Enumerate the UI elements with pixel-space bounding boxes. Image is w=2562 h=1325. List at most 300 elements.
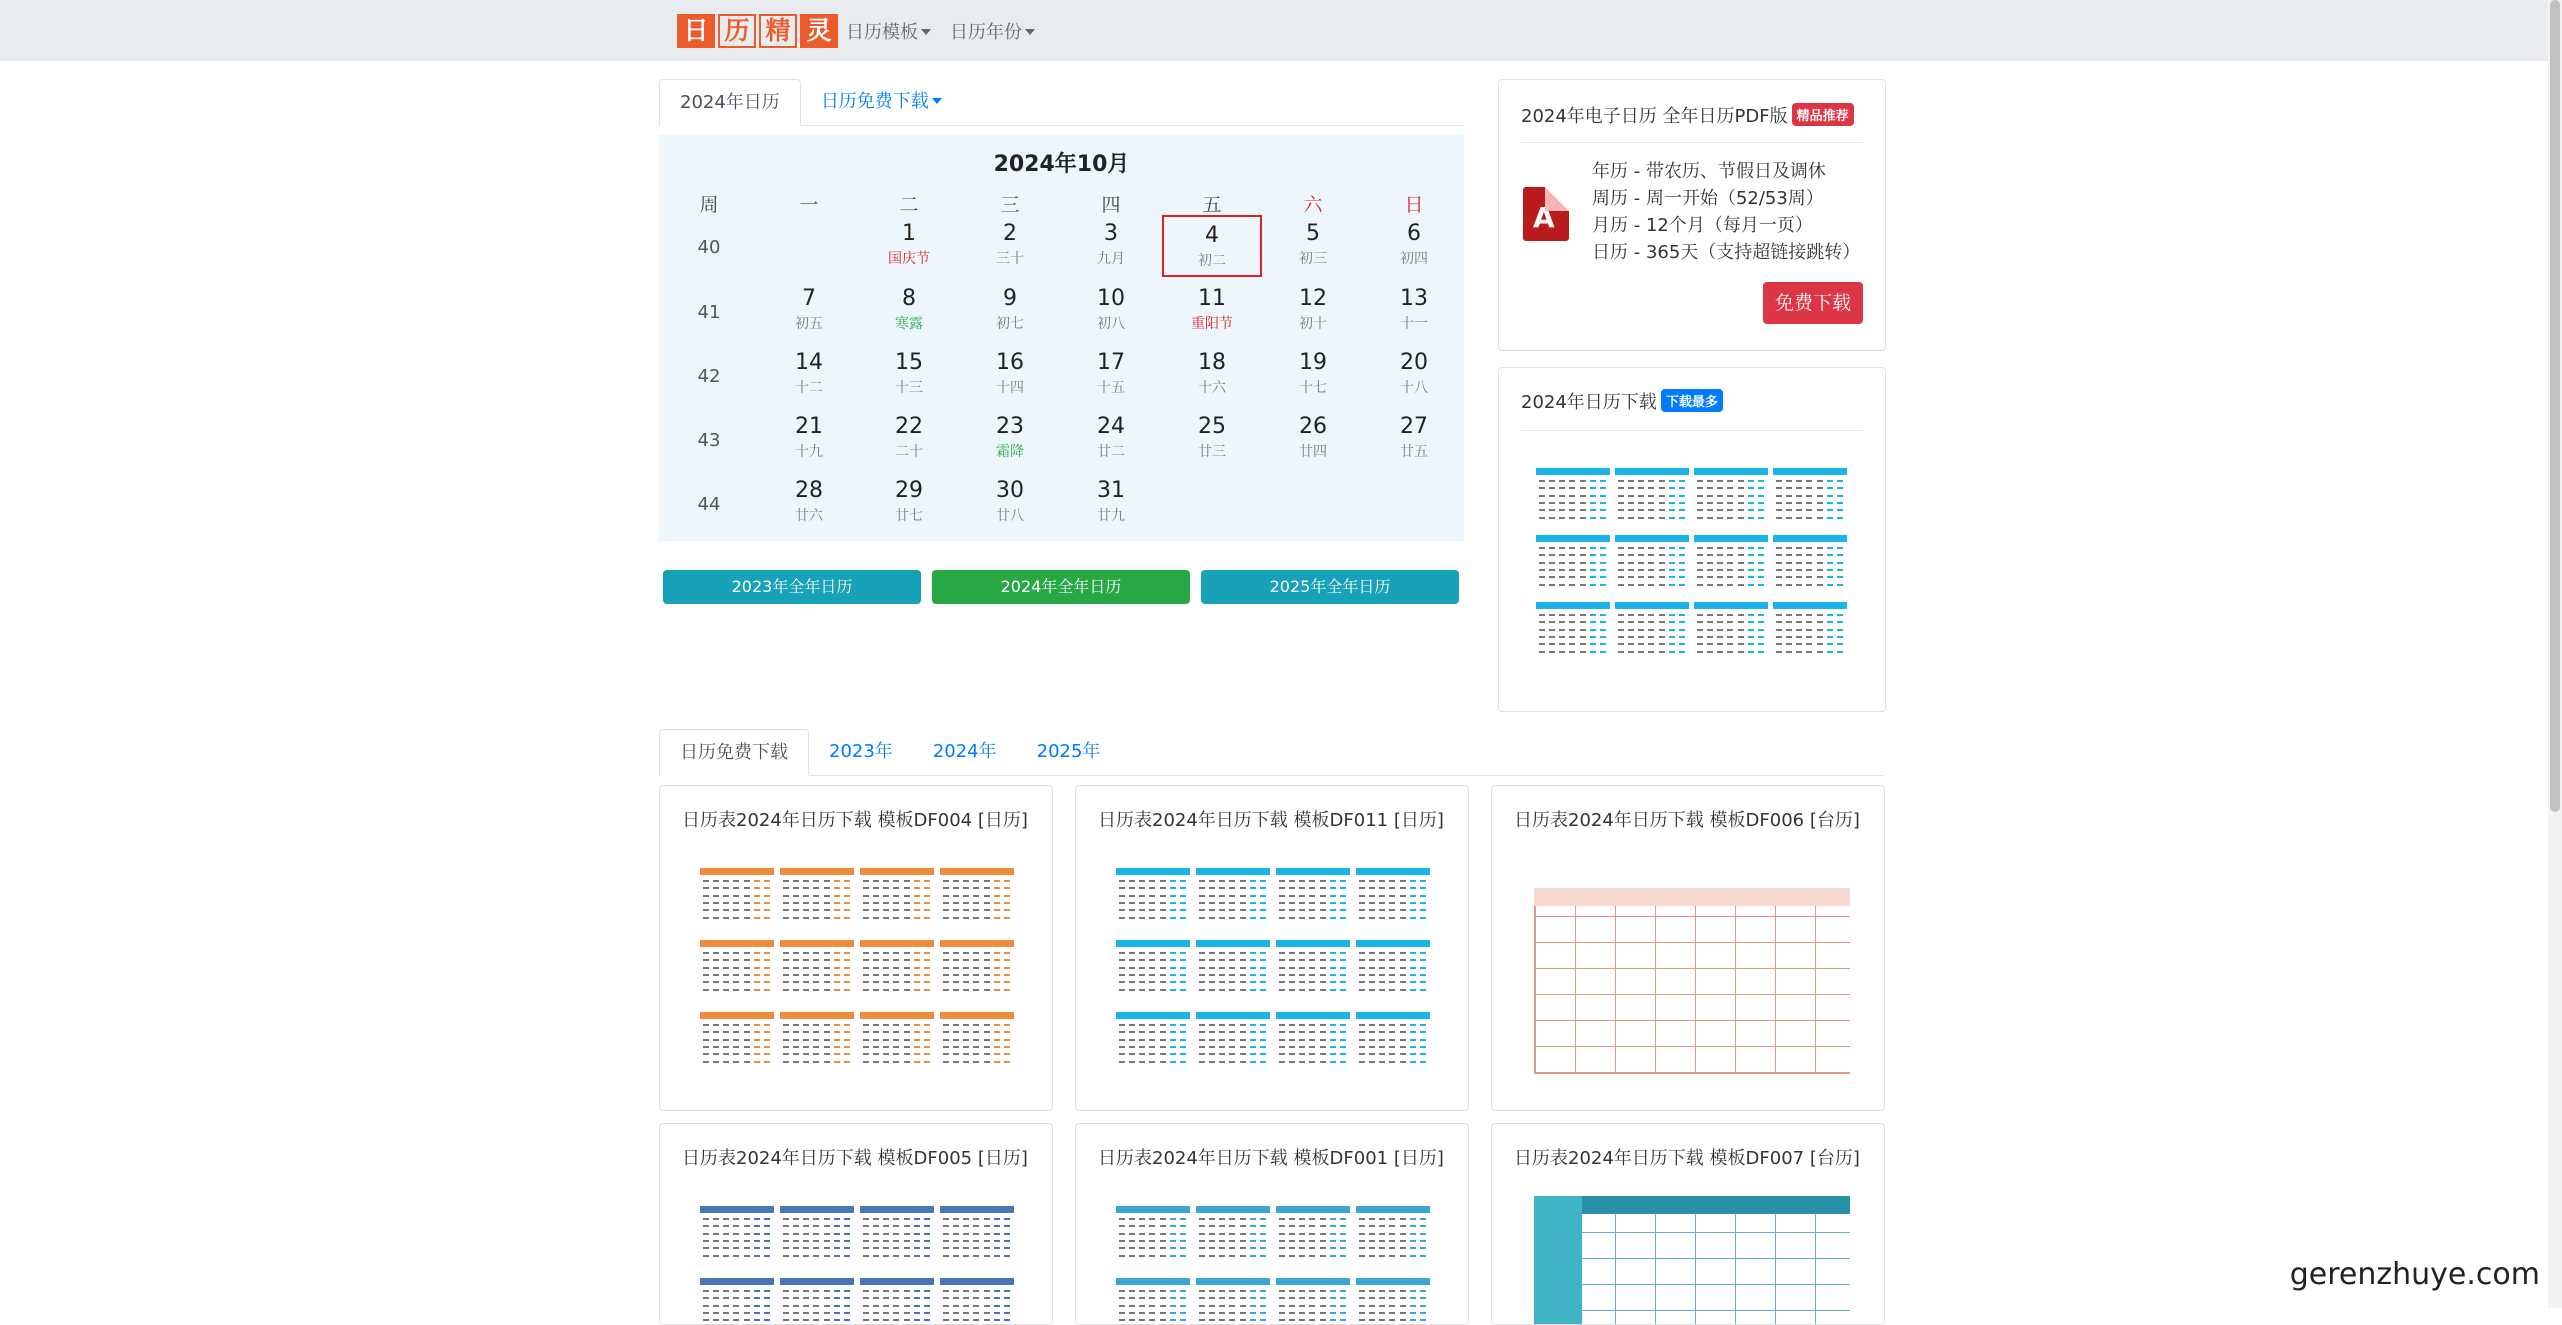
mini-day-mark bbox=[1289, 1240, 1295, 1242]
mini-day-mark bbox=[904, 1031, 910, 1033]
calendar-day[interactable] bbox=[1061, 344, 1161, 406]
mini-month-thumbnail bbox=[1356, 1012, 1430, 1070]
mini-day-mark bbox=[1549, 547, 1555, 549]
mini-day-mark bbox=[1697, 554, 1703, 556]
mini-month-thumbnail bbox=[1276, 1206, 1350, 1264]
calendar-day[interactable] bbox=[1364, 215, 1464, 277]
mini-day-mark bbox=[1279, 895, 1285, 897]
mini-day-mark bbox=[1758, 517, 1764, 519]
mini-day-mark bbox=[1648, 636, 1654, 638]
template-card[interactable] bbox=[659, 785, 1053, 1111]
mini-day-mark bbox=[1209, 974, 1215, 976]
mini-day-mark bbox=[1796, 562, 1802, 564]
mini-day-mark bbox=[1748, 629, 1754, 631]
mini-day-mark bbox=[1786, 562, 1792, 564]
mini-day-mark bbox=[963, 981, 969, 983]
tab-2023[interactable] bbox=[809, 729, 913, 774]
mini-day-mark bbox=[1340, 1053, 1346, 1055]
template-card[interactable] bbox=[1491, 785, 1885, 1111]
mini-day-mark bbox=[1340, 1312, 1346, 1314]
mini-day-mark bbox=[1170, 1290, 1176, 1292]
mini-day-mark bbox=[953, 895, 959, 897]
mini-day-mark bbox=[1369, 1297, 1375, 1299]
mini-day-mark bbox=[1299, 1255, 1305, 1257]
mini-day-mark bbox=[1209, 909, 1215, 911]
mini-day-mark bbox=[1590, 517, 1596, 519]
mini-day-mark bbox=[713, 974, 719, 976]
mini-day-mark bbox=[1369, 895, 1375, 897]
mini-day-mark bbox=[914, 1024, 920, 1026]
mini-day-mark bbox=[1539, 554, 1545, 556]
mini-day-mark bbox=[1260, 959, 1266, 961]
mini-day-mark bbox=[744, 1053, 750, 1055]
mini-day-mark bbox=[1727, 562, 1733, 564]
template-card[interactable] bbox=[1075, 1123, 1469, 1325]
mini-day-mark bbox=[994, 989, 1000, 991]
mini-day-mark bbox=[873, 1053, 879, 1055]
calendar-day[interactable] bbox=[759, 280, 859, 342]
calendar-day[interactable] bbox=[1364, 280, 1464, 342]
mini-day-mark bbox=[1539, 614, 1545, 616]
mini-day-mark bbox=[713, 952, 719, 954]
mini-day-mark bbox=[1400, 1024, 1406, 1026]
template-title[interactable]: 日历表2024年日历下载 模板DF004 [日历] bbox=[682, 810, 1028, 831]
mini-day-mark bbox=[1320, 959, 1326, 961]
mini-day-mark bbox=[1618, 643, 1624, 645]
mini-day-mark bbox=[893, 1319, 899, 1321]
mini-day-mark bbox=[1289, 1297, 1295, 1299]
mini-day-mark bbox=[1776, 636, 1782, 638]
lunar-date: 国庆节 bbox=[888, 251, 930, 267]
calendar-day[interactable] bbox=[960, 280, 1060, 342]
mini-day-mark bbox=[1279, 1312, 1285, 1314]
mini-day-mark bbox=[1659, 554, 1665, 556]
mini-day-mark bbox=[953, 1319, 959, 1321]
template-title[interactable]: 日历表2024年日历下载 模板DF007 [台历] bbox=[1514, 1148, 1860, 1169]
tab-2024-calendar[interactable] bbox=[659, 79, 801, 126]
mini-day-mark bbox=[1786, 584, 1792, 586]
mini-day-mark bbox=[1180, 1053, 1186, 1055]
mini-day-mark bbox=[1806, 502, 1812, 504]
mini-day-mark bbox=[904, 1218, 910, 1220]
mini-day-mark bbox=[893, 981, 899, 983]
mini-day-mark bbox=[723, 989, 729, 991]
mini-day-mark bbox=[863, 1233, 869, 1235]
mini-day-mark bbox=[1776, 480, 1782, 482]
scrollbar-thumb[interactable] bbox=[2550, 0, 2560, 812]
site-logo[interactable] bbox=[677, 14, 838, 48]
calendar-day[interactable] bbox=[1061, 408, 1161, 470]
mini-day-mark bbox=[1330, 1312, 1336, 1314]
mini-day-mark bbox=[1180, 895, 1186, 897]
mini-day-mark bbox=[783, 1046, 789, 1048]
calendar-day[interactable] bbox=[1263, 408, 1363, 470]
template-preview-image[interactable] bbox=[696, 1190, 1018, 1324]
mini-day-mark bbox=[953, 1233, 959, 1235]
mini-day-mark bbox=[1229, 981, 1235, 983]
mini-day-mark bbox=[1004, 1240, 1010, 1242]
mini-day-mark bbox=[1600, 643, 1606, 645]
tab-free-download-list[interactable] bbox=[659, 729, 809, 776]
mini-day-mark bbox=[1139, 1312, 1145, 1314]
mini-day-mark bbox=[813, 989, 819, 991]
mini-day-mark bbox=[703, 989, 709, 991]
template-preview-image[interactable] bbox=[1528, 1190, 1850, 1324]
mini-day-mark bbox=[733, 981, 739, 983]
mini-day-mark bbox=[1219, 1061, 1225, 1063]
calendar-day[interactable] bbox=[960, 408, 1060, 470]
lunar-date: 十八 bbox=[1400, 380, 1428, 396]
calendar-day[interactable] bbox=[1061, 472, 1161, 534]
mini-day-mark bbox=[1659, 569, 1665, 571]
mini-day-mark bbox=[1580, 487, 1586, 489]
mini-day-mark bbox=[1260, 952, 1266, 954]
mini-day-mark bbox=[984, 959, 990, 961]
mini-day-mark bbox=[1727, 495, 1733, 497]
mini-day-mark bbox=[1618, 509, 1624, 511]
mini-day-mark bbox=[1796, 480, 1802, 482]
mini-day-mark bbox=[1160, 1240, 1166, 1242]
mini-day-mark bbox=[1170, 880, 1176, 882]
mini-day-mark bbox=[1648, 480, 1654, 482]
mini-day-mark bbox=[1389, 981, 1395, 983]
month-header-bar bbox=[1694, 468, 1768, 475]
mini-day-mark bbox=[1580, 651, 1586, 653]
mini-day-mark bbox=[1580, 614, 1586, 616]
lunar-date: 九月 bbox=[1097, 251, 1125, 267]
mini-day-mark bbox=[1410, 1053, 1416, 1055]
mini-day-mark bbox=[1590, 554, 1596, 556]
calendar-day[interactable] bbox=[859, 472, 959, 534]
template-preview-image[interactable] bbox=[1112, 1190, 1434, 1324]
template-title[interactable]: 日历表2024年日历下载 模板DF001 [日历] bbox=[1098, 1148, 1444, 1169]
month-header-bar bbox=[1196, 940, 1270, 947]
mini-day-mark bbox=[984, 1319, 990, 1321]
calendar-day[interactable] bbox=[1162, 344, 1262, 406]
mini-day-mark bbox=[973, 981, 979, 983]
calendar-day-today[interactable] bbox=[1162, 215, 1262, 277]
mini-day-mark bbox=[733, 1039, 739, 1041]
calendar-day[interactable] bbox=[859, 344, 959, 406]
mini-day-mark bbox=[1139, 1297, 1145, 1299]
calendar-day[interactable] bbox=[1364, 408, 1464, 470]
calendar-day[interactable] bbox=[1263, 344, 1363, 406]
download-card-title-text: 2024年日历下载 bbox=[1521, 392, 1657, 413]
year-2023-button[interactable]: 2023年全年日历 bbox=[663, 570, 921, 604]
year-2025-button[interactable]: 2025年全年日历 bbox=[1201, 570, 1459, 604]
calendar-day[interactable] bbox=[859, 408, 959, 470]
mini-day-mark bbox=[1180, 1218, 1186, 1220]
mini-day-mark bbox=[1369, 1046, 1375, 1048]
mini-day-mark bbox=[943, 952, 949, 954]
mini-day-mark bbox=[1697, 562, 1703, 564]
page-scrollbar[interactable] bbox=[2548, 0, 2562, 1308]
mini-day-mark bbox=[1170, 1297, 1176, 1299]
mini-day-mark bbox=[1827, 487, 1833, 489]
template-preview-image[interactable] bbox=[1528, 852, 1850, 1078]
mini-day-mark bbox=[1119, 1233, 1125, 1235]
mini-day-mark bbox=[1379, 1218, 1385, 1220]
mini-day-mark bbox=[873, 1290, 879, 1292]
mini-day-mark bbox=[1410, 887, 1416, 889]
template-card[interactable] bbox=[659, 1123, 1053, 1325]
mini-day-mark bbox=[1199, 1240, 1205, 1242]
mini-day-mark bbox=[1549, 502, 1555, 504]
tab-2024[interactable] bbox=[913, 729, 1017, 774]
mini-day-mark bbox=[1149, 989, 1155, 991]
mini-day-mark bbox=[953, 887, 959, 889]
mini-day-mark bbox=[1149, 974, 1155, 976]
mini-day-mark bbox=[1119, 952, 1125, 954]
mini-day-mark bbox=[1309, 959, 1315, 961]
tab-free-download[interactable] bbox=[801, 79, 962, 124]
calendar-day[interactable] bbox=[960, 344, 1060, 406]
mini-day-mark bbox=[883, 909, 889, 911]
mini-day-mark bbox=[1400, 1255, 1406, 1257]
calendar-day[interactable] bbox=[1162, 408, 1262, 470]
mini-day-mark bbox=[863, 981, 869, 983]
mini-day-mark bbox=[803, 974, 809, 976]
calendar-day[interactable] bbox=[1061, 280, 1161, 342]
mini-day-mark bbox=[1229, 1240, 1235, 1242]
mini-day-mark bbox=[943, 1255, 949, 1257]
mini-day-mark bbox=[834, 1319, 840, 1321]
mini-day-mark bbox=[1806, 509, 1812, 511]
mini-day-mark bbox=[744, 1046, 750, 1048]
mini-day-mark bbox=[1250, 1061, 1256, 1063]
mini-day-mark bbox=[1707, 643, 1713, 645]
mini-day-mark bbox=[1827, 554, 1833, 556]
mini-day-mark bbox=[1410, 1218, 1416, 1220]
calendar-preview-image[interactable] bbox=[1536, 458, 1850, 674]
mini-day-mark bbox=[1369, 887, 1375, 889]
mini-day-mark bbox=[873, 1255, 879, 1257]
mini-day-mark bbox=[1240, 989, 1246, 991]
mini-day-mark bbox=[1539, 502, 1545, 504]
mini-day-mark bbox=[963, 1290, 969, 1292]
month-header-bar bbox=[780, 1278, 854, 1285]
mini-day-mark bbox=[1149, 952, 1155, 954]
template-title[interactable]: 日历表2024年日历下载 模板DF005 [日历] bbox=[682, 1148, 1028, 1169]
nav-menu-years[interactable] bbox=[950, 18, 1035, 44]
mini-day-mark bbox=[1369, 1305, 1375, 1307]
download-card-title bbox=[1521, 388, 1723, 414]
calendar-day[interactable] bbox=[859, 280, 959, 342]
mini-day-mark bbox=[1004, 1233, 1010, 1235]
mini-day-mark bbox=[754, 1233, 760, 1235]
calendar-day[interactable] bbox=[759, 472, 859, 534]
mini-day-mark bbox=[1697, 502, 1703, 504]
mini-day-mark bbox=[1559, 636, 1565, 638]
mini-day-mark bbox=[1250, 1046, 1256, 1048]
mini-day-mark bbox=[1389, 1053, 1395, 1055]
mini-day-mark bbox=[963, 1255, 969, 1257]
mini-day-mark bbox=[793, 959, 799, 961]
mini-day-mark bbox=[883, 981, 889, 983]
mini-day-mark bbox=[1199, 917, 1205, 919]
week-number: 40 bbox=[697, 237, 721, 258]
mini-day-mark bbox=[1004, 917, 1010, 919]
mini-day-mark bbox=[943, 1061, 949, 1063]
calendar-day[interactable] bbox=[1364, 344, 1464, 406]
mini-day-mark bbox=[824, 1039, 830, 1041]
free-download-button[interactable]: 免费下载 bbox=[1763, 282, 1863, 324]
mini-day-mark bbox=[863, 1290, 869, 1292]
mini-day-mark bbox=[1320, 887, 1326, 889]
mini-day-mark bbox=[984, 1225, 990, 1227]
mini-day-mark bbox=[953, 952, 959, 954]
mini-day-mark bbox=[873, 1319, 879, 1321]
calendar-day[interactable] bbox=[759, 344, 859, 406]
mini-day-mark bbox=[1149, 887, 1155, 889]
template-preview-image[interactable] bbox=[696, 852, 1018, 1078]
pdf-card-title bbox=[1521, 102, 1854, 128]
mini-day-mark bbox=[1219, 1024, 1225, 1026]
nav-menu-templates[interactable] bbox=[846, 18, 931, 44]
mini-day-mark bbox=[1180, 1247, 1186, 1249]
mini-day-mark bbox=[1717, 495, 1723, 497]
mini-day-mark bbox=[733, 895, 739, 897]
mini-day-mark bbox=[1299, 917, 1305, 919]
mini-day-mark bbox=[1149, 917, 1155, 919]
mini-day-mark bbox=[1129, 952, 1135, 954]
mini-day-mark bbox=[1180, 1255, 1186, 1257]
mini-day-mark bbox=[713, 1312, 719, 1314]
mini-day-mark bbox=[1648, 621, 1654, 623]
mini-day-mark bbox=[1748, 569, 1754, 571]
mini-day-mark bbox=[803, 1240, 809, 1242]
mini-day-mark bbox=[904, 1290, 910, 1292]
mini-day-mark bbox=[943, 959, 949, 961]
mini-day-mark bbox=[1618, 629, 1624, 631]
mini-day-mark bbox=[813, 1024, 819, 1026]
calendar-day[interactable] bbox=[1263, 280, 1363, 342]
calendar-day[interactable] bbox=[1162, 280, 1262, 342]
mini-day-mark bbox=[1400, 917, 1406, 919]
mini-month-thumbnail bbox=[1694, 535, 1768, 593]
watermark-text: gerenzhuye.com bbox=[2289, 1257, 2540, 1292]
day-number: 23 bbox=[996, 414, 1024, 439]
mini-day-mark bbox=[1119, 1053, 1125, 1055]
mini-day-mark bbox=[1180, 1225, 1186, 1227]
template-preview-image[interactable] bbox=[1112, 852, 1434, 1078]
mini-day-mark bbox=[1004, 1247, 1010, 1249]
calendar-day[interactable] bbox=[960, 472, 1060, 534]
mini-day-mark bbox=[1806, 487, 1812, 489]
mini-day-mark bbox=[1359, 974, 1365, 976]
mini-day-mark bbox=[1229, 1061, 1235, 1063]
mini-day-mark bbox=[1369, 1024, 1375, 1026]
mini-day-mark bbox=[1309, 1312, 1315, 1314]
mini-day-mark bbox=[744, 1297, 750, 1299]
mini-day-mark bbox=[1229, 967, 1235, 969]
mini-day-mark bbox=[1289, 974, 1295, 976]
mini-day-mark bbox=[1539, 651, 1545, 653]
mini-day-mark bbox=[1786, 576, 1792, 578]
mini-day-mark bbox=[1170, 959, 1176, 961]
mini-day-mark bbox=[1837, 614, 1843, 616]
mini-day-mark bbox=[1369, 967, 1375, 969]
calendar-day[interactable] bbox=[859, 215, 959, 277]
mini-day-mark bbox=[1410, 981, 1416, 983]
mini-day-mark bbox=[1369, 909, 1375, 911]
mini-day-mark bbox=[1580, 509, 1586, 511]
template-title[interactable]: 日历表2024年日历下载 模板DF006 [台历] bbox=[1514, 810, 1860, 831]
template-title[interactable]: 日历表2024年日历下载 模板DF011 [日历] bbox=[1098, 810, 1444, 831]
mini-day-mark bbox=[1590, 562, 1596, 564]
mini-day-mark bbox=[1796, 584, 1802, 586]
mini-day-mark bbox=[1320, 1053, 1326, 1055]
mini-day-mark bbox=[924, 1061, 930, 1063]
mini-day-mark bbox=[783, 1305, 789, 1307]
calendar-day[interactable] bbox=[1061, 215, 1161, 277]
mini-day-mark bbox=[994, 1305, 1000, 1307]
calendar-download-card bbox=[1498, 367, 1886, 712]
tab-2025[interactable] bbox=[1017, 729, 1121, 774]
mini-day-mark bbox=[1669, 547, 1675, 549]
mini-day-mark bbox=[1618, 495, 1624, 497]
calendar-day[interactable] bbox=[1263, 215, 1363, 277]
mini-day-mark bbox=[733, 1312, 739, 1314]
mini-day-mark bbox=[1320, 952, 1326, 954]
mini-day-mark bbox=[963, 1024, 969, 1026]
mini-day-mark bbox=[1569, 495, 1575, 497]
mini-day-mark bbox=[713, 887, 719, 889]
mini-day-mark bbox=[1289, 1305, 1295, 1307]
mini-day-mark bbox=[1260, 1031, 1266, 1033]
mini-day-mark bbox=[733, 1218, 739, 1220]
mini-day-mark bbox=[1299, 1297, 1305, 1299]
mini-day-mark bbox=[914, 902, 920, 904]
mini-day-mark bbox=[824, 1255, 830, 1257]
mini-day-mark bbox=[1260, 1053, 1266, 1055]
mini-day-mark bbox=[1379, 1233, 1385, 1235]
mini-day-mark bbox=[834, 1297, 840, 1299]
template-card[interactable] bbox=[1491, 1123, 1885, 1325]
mini-day-mark bbox=[793, 981, 799, 983]
mini-day-mark bbox=[1219, 909, 1225, 911]
template-card[interactable] bbox=[1075, 785, 1469, 1111]
mini-day-mark bbox=[973, 1312, 979, 1314]
mini-day-mark bbox=[863, 1046, 869, 1048]
mini-day-mark bbox=[1738, 629, 1744, 631]
mini-day-mark bbox=[1648, 629, 1654, 631]
mini-day-mark bbox=[1659, 562, 1665, 564]
mini-day-mark bbox=[1659, 517, 1665, 519]
mini-day-mark bbox=[1199, 1247, 1205, 1249]
mini-day-mark bbox=[1260, 1255, 1266, 1257]
mini-day-mark bbox=[1250, 1312, 1256, 1314]
mini-day-mark bbox=[1160, 1024, 1166, 1026]
mini-day-mark bbox=[1727, 636, 1733, 638]
mini-day-mark bbox=[1129, 1240, 1135, 1242]
mini-day-mark bbox=[1369, 1247, 1375, 1249]
mini-day-mark bbox=[1330, 895, 1336, 897]
year-2024-button[interactable]: 2024年全年日历 bbox=[932, 570, 1190, 604]
calendar-day[interactable] bbox=[759, 408, 859, 470]
mini-day-mark bbox=[783, 1218, 789, 1220]
mini-day-mark bbox=[1738, 643, 1744, 645]
mini-day-mark bbox=[1260, 1039, 1266, 1041]
mini-day-mark bbox=[1289, 1247, 1295, 1249]
mini-day-mark bbox=[1160, 895, 1166, 897]
mini-day-mark bbox=[1340, 1240, 1346, 1242]
calendar-day[interactable] bbox=[960, 215, 1060, 277]
mini-day-mark bbox=[943, 1305, 949, 1307]
mini-day-mark bbox=[1279, 1225, 1285, 1227]
mini-day-mark bbox=[953, 1297, 959, 1299]
mini-month-thumbnail bbox=[700, 940, 774, 998]
